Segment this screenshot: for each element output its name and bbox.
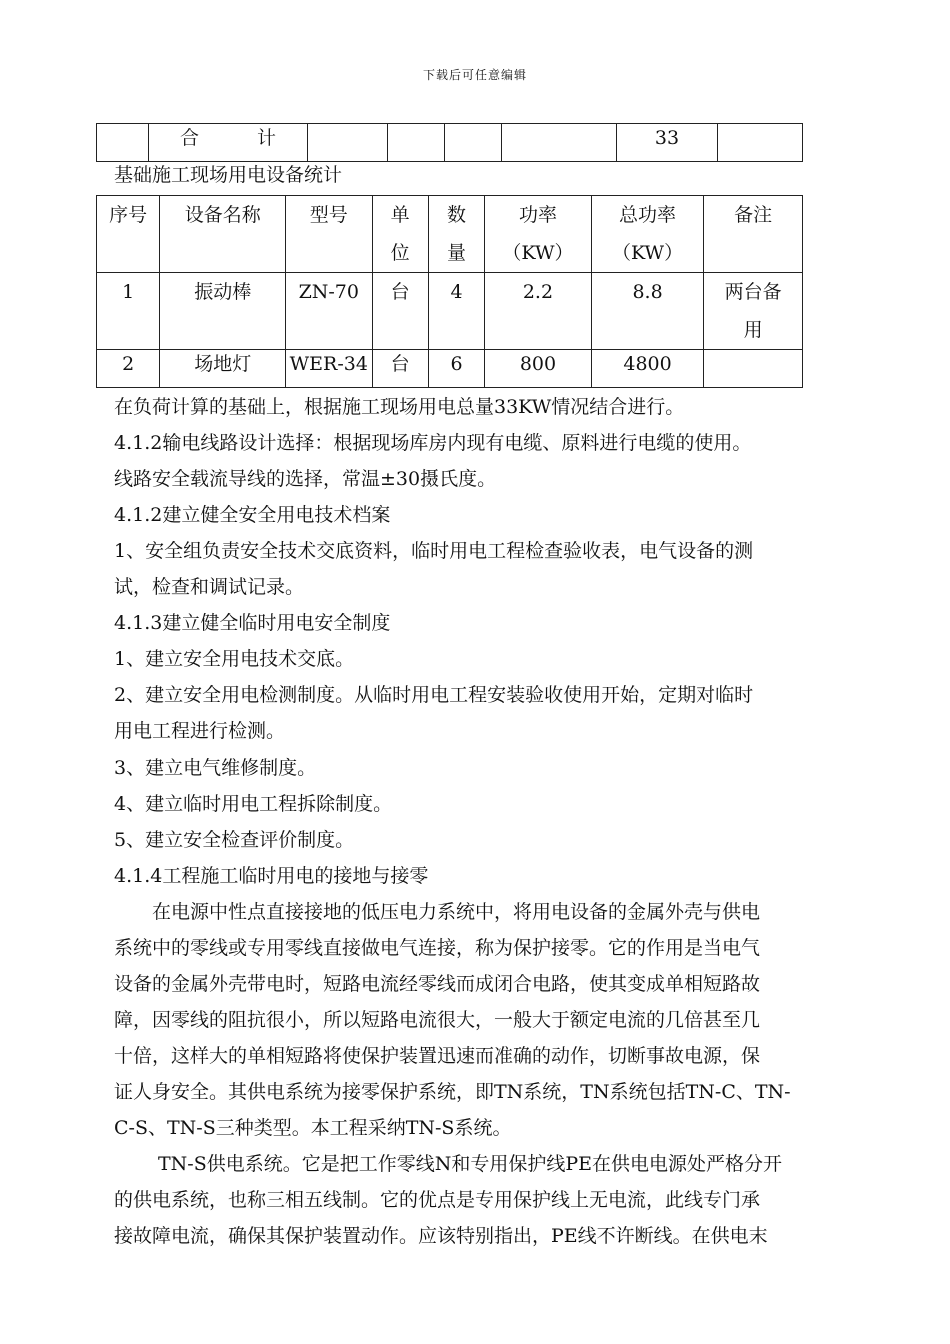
header-index: 序号 — [97, 196, 160, 273]
text-line: 设备的金属外壳带电时，短路电流经零线而成闭合电路，使其变成单相短路故 — [114, 973, 761, 995]
table-cell — [445, 124, 502, 162]
text-line: C-S、TN-S三种类型。本工程采纳TN-S系统。 — [114, 1117, 512, 1139]
total-label-a: 合 — [179, 127, 199, 149]
text-line: 系统中的零线或专用零线直接做电气连接，称为保护接零。它的作用是当电气 — [114, 937, 761, 959]
text-line: 3、建立电气维修制度。 — [114, 757, 317, 779]
header-total-power: 总功率（KW） — [591, 196, 704, 273]
text-line: TN-S供电系统。它是把工作零线N和专用保护线PE在供电电源处严格分开 — [158, 1153, 783, 1175]
header-remark: 备注 — [704, 196, 803, 273]
text-line: 用电工程进行检测。 — [114, 720, 286, 742]
table-cell — [718, 124, 803, 162]
cell-name: 振动棒 — [160, 273, 286, 350]
table-cell — [502, 124, 617, 162]
text-line: 在电源中性点直接接地的低压电力系统中，将用电设备的金属外壳与供电 — [152, 901, 761, 923]
cell-total-power: 8.8 — [591, 273, 704, 350]
cell-name: 场地灯 — [160, 350, 286, 388]
header-unit: 单位 — [372, 196, 428, 273]
cell-power: 800 — [485, 350, 592, 388]
text-line: 2、建立安全用电检测制度。从临时用电工程安装验收使用开始，定期对临时 — [114, 684, 754, 706]
header-quantity: 数量 — [428, 196, 484, 273]
text-line: 十倍，这样大的单相短路将使保护装置迅速而准确的动作，切断事故电源，保 — [114, 1045, 761, 1067]
total-label-cell — [149, 124, 308, 162]
cell-unit: 台 — [372, 273, 428, 350]
cell-index: 1 — [97, 273, 160, 350]
cell-model: ZN-70 — [286, 273, 372, 350]
header-name: 设备名称 — [160, 196, 286, 273]
header-model: 型号 — [286, 196, 372, 273]
cell-remark — [704, 350, 803, 388]
table-cell — [308, 124, 388, 162]
text-line: 证人身安全。其供电系统为接零保护系统，即TN系统，TN系统包括TN-C、TN- — [114, 1081, 791, 1103]
total-label-b: 计 — [257, 127, 277, 149]
cell-remark: 两台备用 — [704, 273, 803, 350]
table-row — [97, 273, 803, 350]
cell-quantity: 6 — [428, 350, 484, 388]
total-row — [97, 124, 803, 162]
cell-total-power: 4800 — [591, 350, 704, 388]
total-table — [96, 123, 803, 162]
section-heading: 4.1.2建立健全安全用电技术档案 — [114, 504, 391, 526]
text-line: 4.1.2输电线路设计选择：根据现场库房内现有电缆、原料进行电缆的使用。 — [114, 432, 752, 454]
text-line: 4、建立临时用电工程拆除制度。 — [114, 793, 393, 815]
text-line: 5、建立安全检查评价制度。 — [114, 829, 355, 851]
text-line: 的供电系统，也称三相五线制。它的优点是专用保护线上无电流，此线专门承 — [114, 1189, 761, 1211]
cell-unit: 台 — [372, 350, 428, 388]
equipment-table — [96, 195, 803, 388]
text-line: 1、建立安全用电技术交底。 — [114, 648, 355, 670]
cell-model: WER-34 — [286, 350, 372, 388]
text-line: 1、安全组负责安全技术交底资料，临时用电工程检查验收表，电气设备的测 — [114, 540, 754, 562]
section-heading: 4.1.3建立健全临时用电安全制度 — [114, 612, 391, 634]
table-row — [97, 350, 803, 388]
cell-power: 2.2 — [485, 273, 592, 350]
section-heading: 4.1.4工程施工临时用电的接地与接零 — [114, 865, 429, 887]
page-header: 下载后可任意编辑 — [422, 68, 527, 82]
table-cell — [388, 124, 445, 162]
header-power: 功率（KW） — [485, 196, 592, 273]
text-line: 线路安全载流导线的选择，常温±30摄氏度。 — [114, 468, 497, 490]
cell-index: 2 — [97, 350, 160, 388]
table-caption: 基础施工现场用电设备统计 — [114, 164, 343, 186]
total-value-cell: 33 — [617, 124, 718, 162]
text-line: 试，检查和调试记录。 — [114, 576, 305, 598]
text-line: 障，因零线的阻抗很小，所以短路电流很大，一般大于额定电流的几倍甚至几 — [114, 1009, 761, 1031]
cell-quantity: 4 — [428, 273, 484, 350]
text-line: 在负荷计算的基础上，根据施工现场用电总量33KW情况结合进行。 — [114, 396, 685, 418]
table-cell — [97, 124, 149, 162]
text-line: 接故障电流，确保其保护装置动作。应该特别指出，PE线不许断线。在供电末 — [114, 1225, 768, 1247]
table-header-row — [97, 196, 803, 273]
